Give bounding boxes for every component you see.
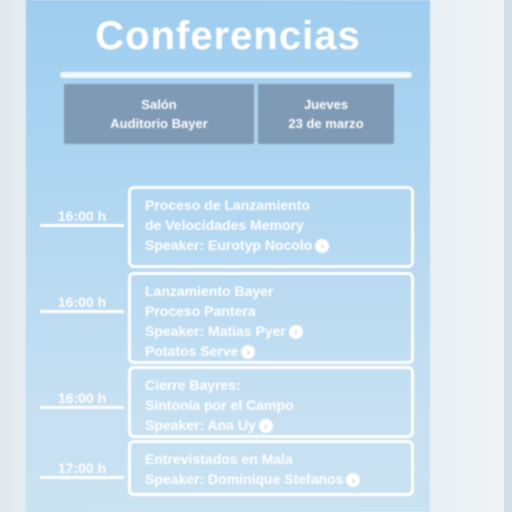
session-1-line-1: Proceso de Lanzamiento <box>145 197 310 213</box>
session-1-line-2: de Velocidades Memory <box>145 217 304 233</box>
session-2-speaker: Speaker: Matias Pyer › <box>145 321 401 341</box>
speaker-dot-icon: › <box>346 473 360 487</box>
location-header <box>64 84 254 144</box>
location-line-1: Salón <box>141 97 177 112</box>
wall-edge <box>504 0 512 512</box>
session-4-box <box>128 440 414 496</box>
location-line-2: Auditorio Bayer <box>110 116 208 131</box>
speaker-dot-icon: › <box>241 345 255 359</box>
date-line-1: Jueves <box>303 97 349 112</box>
session-4-line-1: Entrevistados en Mala <box>145 451 293 467</box>
session-3-speaker: Speaker: Ana Uy › <box>145 415 401 435</box>
session-2-box <box>128 272 414 364</box>
session-2-line-4: Potatos Serve › <box>145 341 401 361</box>
session-2-line-1: Lanzamiento Bayer <box>145 283 274 299</box>
speaker-dot-icon: › <box>259 419 273 433</box>
date-header <box>258 84 394 144</box>
session-2-time: 16:00 h <box>40 294 124 313</box>
session-3-time: 16:00 h <box>40 390 124 409</box>
session-2-line-2: Proceso Pantera <box>145 303 256 319</box>
date-line-2: 23 de marzo <box>288 116 364 131</box>
session-1-speaker: Speaker: Eurotyp Nocolo › <box>145 235 401 255</box>
session-4-speaker: Speaker: Dominique Stefanos › <box>145 469 401 489</box>
session-3-line-1: Cierre Bayres: <box>145 377 241 393</box>
session-3-box <box>128 366 414 438</box>
title-underline <box>60 72 412 78</box>
session-4-time: 17:00 h <box>40 460 124 479</box>
session-1-time: 16:00 h <box>40 208 124 227</box>
speaker-dot-icon: › <box>289 325 303 339</box>
conference-poster <box>26 0 430 512</box>
session-1-box <box>128 186 414 268</box>
poster-title: Conferencias <box>95 14 361 58</box>
session-3-line-2: Sintonía por el Campo <box>145 397 294 413</box>
speaker-dot-icon: › <box>315 239 329 253</box>
